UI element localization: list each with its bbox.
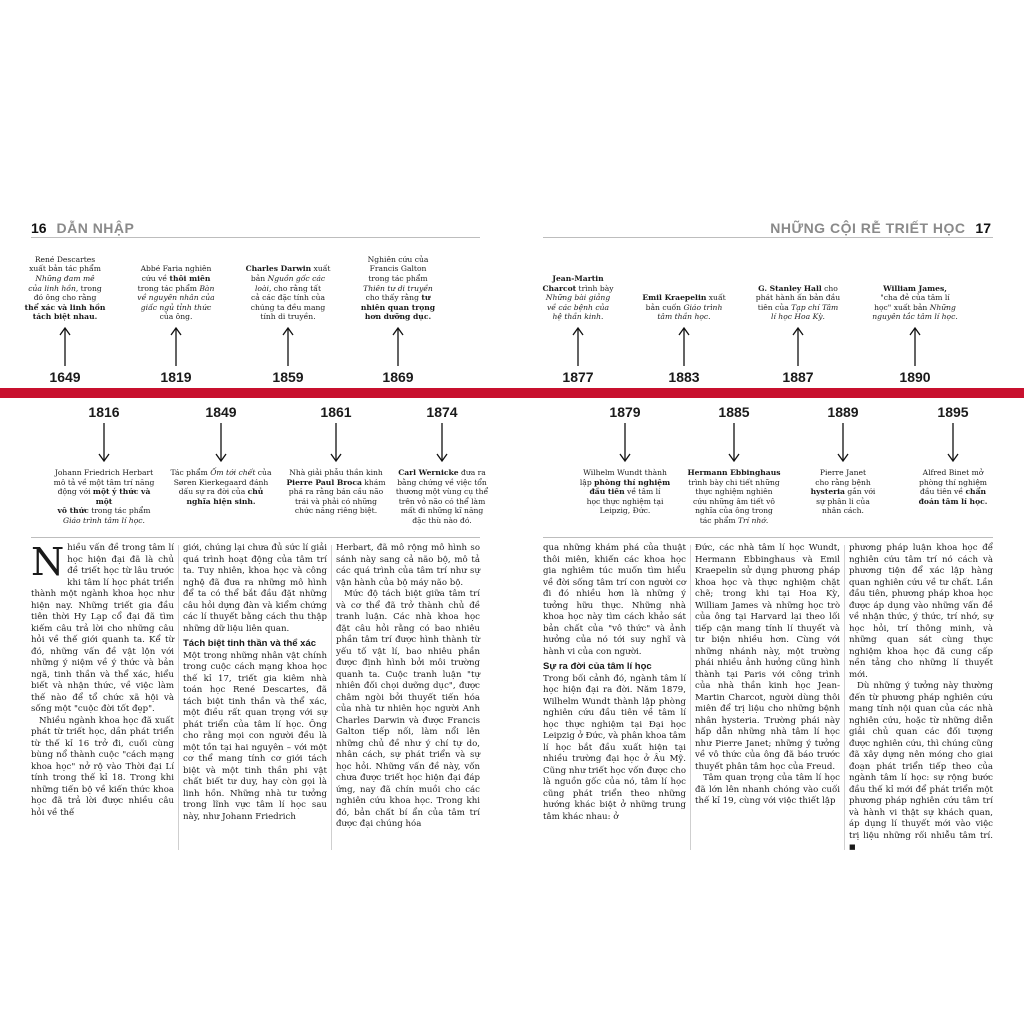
timeline-event-caption: Carl Wernicke đưa ra bằng chứng về việc tổn thương một vùng cụ thể trên vỏ não có thể làm mất đi những kĩ năng đặc thù nào đó.	[395, 468, 489, 525]
timeline-event-caption: William James, "cha đẻ của tâm lí học" xuất bản Những nguyên tắc tâm lí học.	[872, 283, 958, 322]
timeline-year: 1895	[937, 404, 969, 420]
timeline-event-caption: Pierre Janet cho rằng bệnh hysteria gắn với sự phân li của nhân cách.	[810, 468, 876, 516]
timeline-event-caption: Nghiên cứu của Francis Galton trong tác phẩm Thiên tư di truyền cho thấy rằng tư nhiên quan trọng hơn dưỡng dục.	[360, 254, 436, 322]
down-arrow-icon	[215, 423, 227, 463]
timeline-band	[0, 388, 1024, 398]
down-arrow-icon	[619, 423, 631, 463]
timeline-event-caption: Abbé Faria nghiên cứu về thôi miên trong tác phẩm Bàn về nguyên nhân của giấc ngủ tỉnh thức của ông.	[137, 264, 215, 322]
timeline-year: 1869	[382, 369, 414, 385]
body-column-2	[183, 543, 327, 823]
timeline-year: 1887	[782, 369, 814, 385]
body-column-4	[543, 543, 686, 823]
timeline-event-caption: René Descartes xuất bản tác phẩm Những đam mê của linh hồn, trong đó ông cho rằng thể xác và linh hồn tách biệt nhau.	[24, 254, 106, 322]
timeline-year: 1849	[205, 404, 237, 420]
timeline-event-caption: Charles Darwin xuất bản Nguồn gốc các loài, cho rằng tất cả các đặc tính của chúng ta đều mang tính di truyền.	[245, 264, 331, 322]
right-page-number: 17	[975, 220, 991, 236]
timeline-event-caption: Johann Friedrich Herbart mô tả về một tâm trí năng động với một ý thức và một vô thức trong tác phẩm Giáo trình tâm lí học.	[53, 468, 155, 525]
column-divider	[844, 545, 845, 850]
left-body-rule	[31, 537, 480, 538]
paragraph: qua những khám phá của thuật thôi miên, khiến các khoa học gia nghiêm túc muốn tìm hiểu về đời sống tâm trí con người cơ đi đó nhiều hơn là những ý tưởng hữu thực. Những nhà khoa học này tìm cách khảo sát bản chất của "vô thức" và ảnh hưởng của nó tới suy nghĩ và hành vi của con người.	[543, 543, 686, 657]
paragraph: Một trong những nhân vật chính trong cuộc cách mạng khoa học thế kỉ 17, triết gia kiêm nhà toán học René Descartes, đã tách biệt tinh thần và thể xác, một điều rất quan trọng với sự phát triển của tâm lí học. Ông cho rằng mọi con người đều là một tồn tại hai nguyên – với một cơ thể mang tính cơ giới tách biệt và một tinh thần phi vật chất biết tư duy, hay còn gọi là linh hồn. Những nhà tư tưởng trong lĩnh vực tâm lí học sau này, như Johann Friedrich	[183, 650, 327, 822]
body-column-6	[849, 543, 993, 854]
timeline-event-caption: Hermann Ebbinghaus trình bày chi tiết những thực nghiệm nghiên cứu những âm tiết vô nghĩa của ông trong tác phẩm Trí nhớ.	[687, 468, 781, 525]
timeline-year: 1889	[827, 404, 859, 420]
timeline-year: 1819	[160, 369, 192, 385]
down-arrow-icon	[436, 423, 448, 463]
timeline-year: 1859	[272, 369, 304, 385]
up-arrow-icon	[792, 326, 804, 366]
timeline-event-caption: Tác phẩm Ốm tới chết của Søren Kierkegaard đánh dấu sự ra đời của chủ nghĩa hiện sinh.	[170, 468, 272, 506]
section-heading: Sự ra đời của tâm lí học	[543, 661, 652, 672]
right-header-rule	[543, 237, 993, 238]
paragraph: Trong bối cảnh đó, ngành tâm lí học hiện đại ra đời. Năm 1879, Wilhelm Wundt thành lập phòng nghiên cứu đầu tiên về tâm lí học thực nghiệm tại Đại học Leipzig ở Đức, và phân khoa tâm lí học bắt đầu xuất hiện tại nhiều trường đại học ở Âu Mỹ. Cũng như triết học vốn được cho là nguồn gốc của nó, tâm lí học cũng phát triển theo những hướng khác biệt ở những trung tâm khác nhau: ở	[543, 673, 686, 822]
paragraph: Herbart, đã mô rộng mô hình so sánh này sang cả não bộ, mô tả các quá trình của tâm trí như sự vận hành của bộ máy não bộ.	[336, 543, 480, 588]
down-arrow-icon	[330, 423, 342, 463]
down-arrow-icon	[728, 423, 740, 463]
timeline-event-caption: Nhà giải phẫu thần kinh Pierre Paul Broca khám phá ra rằng bán cầu não trái và phải có những chức năng riêng biệt.	[286, 468, 386, 516]
paragraph: Dù những ý tưởng này thường đến từ phương pháp nghiên cứu mang tính nội quan của các nhà nghiên cứu, hoặc từ những diễn giải chủ quan các đối tượng được nghiên cứu, thì chúng cũng đã xây dựng nên móng cho giai đoạn phát triển tiếp theo của ngành tâm lí học: sự rộng bước đầu thế kỉ mới để phát triển một phương pháp nghiên cứu tâm trí và hành vi thật sự khách quan, áp dụng lí thuyết mới vào việc trị liệu những rối nhiễu tâm trí.	[849, 681, 993, 841]
timeline-event-caption: Emil Kraepelin xuất bản cuốn Giáo trình tâm thần học.	[642, 293, 726, 322]
timeline-event-caption: Wilhelm Wundt thành lập phòng thí nghiệm đầu tiên về tâm lí học thực nghiệm tại Leipzig, Đức.	[579, 468, 671, 516]
timeline-year: 1890	[899, 369, 931, 385]
right-page-title: NHỮNG CỘI RỄ TRIẾT HỌC	[770, 220, 966, 236]
column-divider	[178, 545, 179, 850]
timeline-year: 1874	[426, 404, 458, 420]
body-column-5	[695, 543, 840, 808]
paragraph: Đức, các nhà tâm lí học Wundt, Hermann Ebbinghaus và Emil Kraepelin sử dụng phương pháp khoa học và thực nghiệm chặt chẽ; trong khi tại Hoa Kỳ, William James và những học trò của ông tại Harvard lại theo lối tiếp cận mang tính lí thuyết và tư biện nhiều hơn. Cùng với những nhánh này, một trường phái nhiều ảnh hưởng cũng hình thành tại Paris với công trình của nhà thần kinh học Jean-Martin Charcot, người dùng thôi miên để trị liệu cho những bệnh nhân hysteria. Trường phái này hấp dẫn những nhà tâm lí học như Pierre Janet; những ý tưởng về vô thức của ông đã báo trước thuyết phân tâm học của Freud.	[695, 543, 840, 772]
up-arrow-icon	[392, 326, 404, 366]
timeline-event-caption: G. Stanley Hall cho phát hành ấn bản đầu tiên của Tạp chí Tâm lí học Hoa Kỳ.	[755, 283, 841, 322]
paragraph: Nhiều ngành khoa học đã xuất phát từ triết học, dần phát triển từ thế kỉ 16 trở đi, cuối cùng bùng nổ thành cuộc "cách mạng khoa học" nở rộ vào Thời đại Lí tính trong thế kỉ 18. Trong khi những tiến bộ về kiến thức khoa học đã trả lời được nhiều câu hỏi về thế	[31, 715, 174, 818]
left-page-number: 16	[31, 220, 47, 236]
timeline-year: 1861	[320, 404, 352, 420]
up-arrow-icon	[282, 326, 294, 366]
section-heading: Tách biệt tinh thần và thể xác	[183, 638, 317, 649]
timeline-event-caption: Jean-Martin Charcot trình bày Những bài giảng về các bệnh của hệ thần kinh.	[542, 274, 614, 322]
down-arrow-icon	[98, 423, 110, 463]
paragraph: phương pháp luận khoa học để nghiên cứu tâm trí nó cách và phương tiện để xác lập hàng quan nghiên cứu về tư chất. Lần đầu tiên, phương pháp khoa học được áp dụng vào những vấn đề về nhận thức, ý thức, trí nhớ, sự học hỏi, trí thông minh, và những quan sát cùng thực nghiệm khoa học đã cung cấp nền tảng cho những lí thuyết mới.	[849, 543, 993, 680]
left-page-header	[31, 220, 134, 236]
paragraph: giới, chúng lại chưa đủ sức lí giải quá trình hoạt động của tâm trí ta. Tuy nhiên, khoa học và công nghệ đã đưa ra những mô hình để ta có thể bắt đầu đặt những câu hỏi dựng đàn và kiểm chứng các lí thuyết bằng cách thu thập những dữ liệu liên quan.	[183, 543, 327, 634]
up-arrow-icon	[59, 326, 71, 366]
up-arrow-icon	[678, 326, 690, 366]
down-arrow-icon	[837, 423, 849, 463]
column-divider	[690, 545, 691, 850]
timeline-year: 1877	[562, 369, 594, 385]
timeline-event-caption: Alfred Binet mở phòng thí nghiệm đầu tiên về chẩn đoán tâm lí học.	[918, 468, 988, 506]
column-divider	[331, 545, 332, 850]
body-column-3	[336, 543, 480, 831]
up-arrow-icon	[572, 326, 584, 366]
dropcap-letter: N	[31, 540, 65, 584]
timeline-year: 1885	[718, 404, 750, 420]
paragraph: Mức độ tách biệt giữa tâm trí và cơ thể đã trở thành chủ đề tranh luận. Các nhà khoa học đặt câu hỏi rằng có bao nhiêu phần tâm trí được hình thành từ yếu tố vật lí, bao nhiêu phần được định hình bởi môi trường quanh ta. Cuộc tranh luận "tự nhiên đối chọi dưỡng dục", được châm ngòi bởi thuyết tiến hóa của nhà tư nhiên học người Anh Charles Darwin và được Francis Galton tiếp nối, làm nổi lên những chủ đề như ý chí tự do, nhân cách, sự phát triển và sự học hỏi. Những vấn đề này, vốn chưa được triết học hiện đại đáp ứng, nay đã chín muồi cho các nghiên cứu khoa học. Trong khi đó, bản chất bí ẩn của tâm trí được đại chúng hóa	[336, 589, 480, 829]
timeline-year: 1879	[609, 404, 641, 420]
paragraph: Tâm quan trọng của tâm lí học đã lớn lên nhanh chóng vào cuối thế kỉ 19, cùng với việc thiết lập	[695, 773, 840, 806]
paragraph: hiều vấn đề trong tâm lí học hiện đại đã là chủ đề triết học từ lâu trước khi tâm lí học phát triển thành một ngành khoa học như hiện nay. Những triết gia đầu tiên thời Hy Lạp cổ đại đã tìm kiếm câu trả lời cho những câu hỏi về thế giới quanh ta. Kể từ đó, những vấn đề vật lộn với những ý niệm về ý thức và bản ngã, tinh thần và thể xác, hiểu biết và nhận thức, về việc làm thế nào để tổ chức xã hội và sống một "cuộc đời tốt đẹp".	[31, 543, 174, 714]
end-mark: ■	[849, 843, 856, 851]
up-arrow-icon	[909, 326, 921, 366]
timeline-year: 1883	[668, 369, 700, 385]
up-arrow-icon	[170, 326, 182, 366]
down-arrow-icon	[947, 423, 959, 463]
timeline-year: 1816	[88, 404, 120, 420]
body-column-1	[31, 540, 174, 819]
right-page-header	[770, 220, 991, 236]
timeline-year: 1649	[49, 369, 81, 385]
right-body-rule	[543, 537, 993, 538]
left-header-rule	[31, 237, 480, 238]
left-page-title: DẪN NHẬP	[56, 220, 135, 236]
